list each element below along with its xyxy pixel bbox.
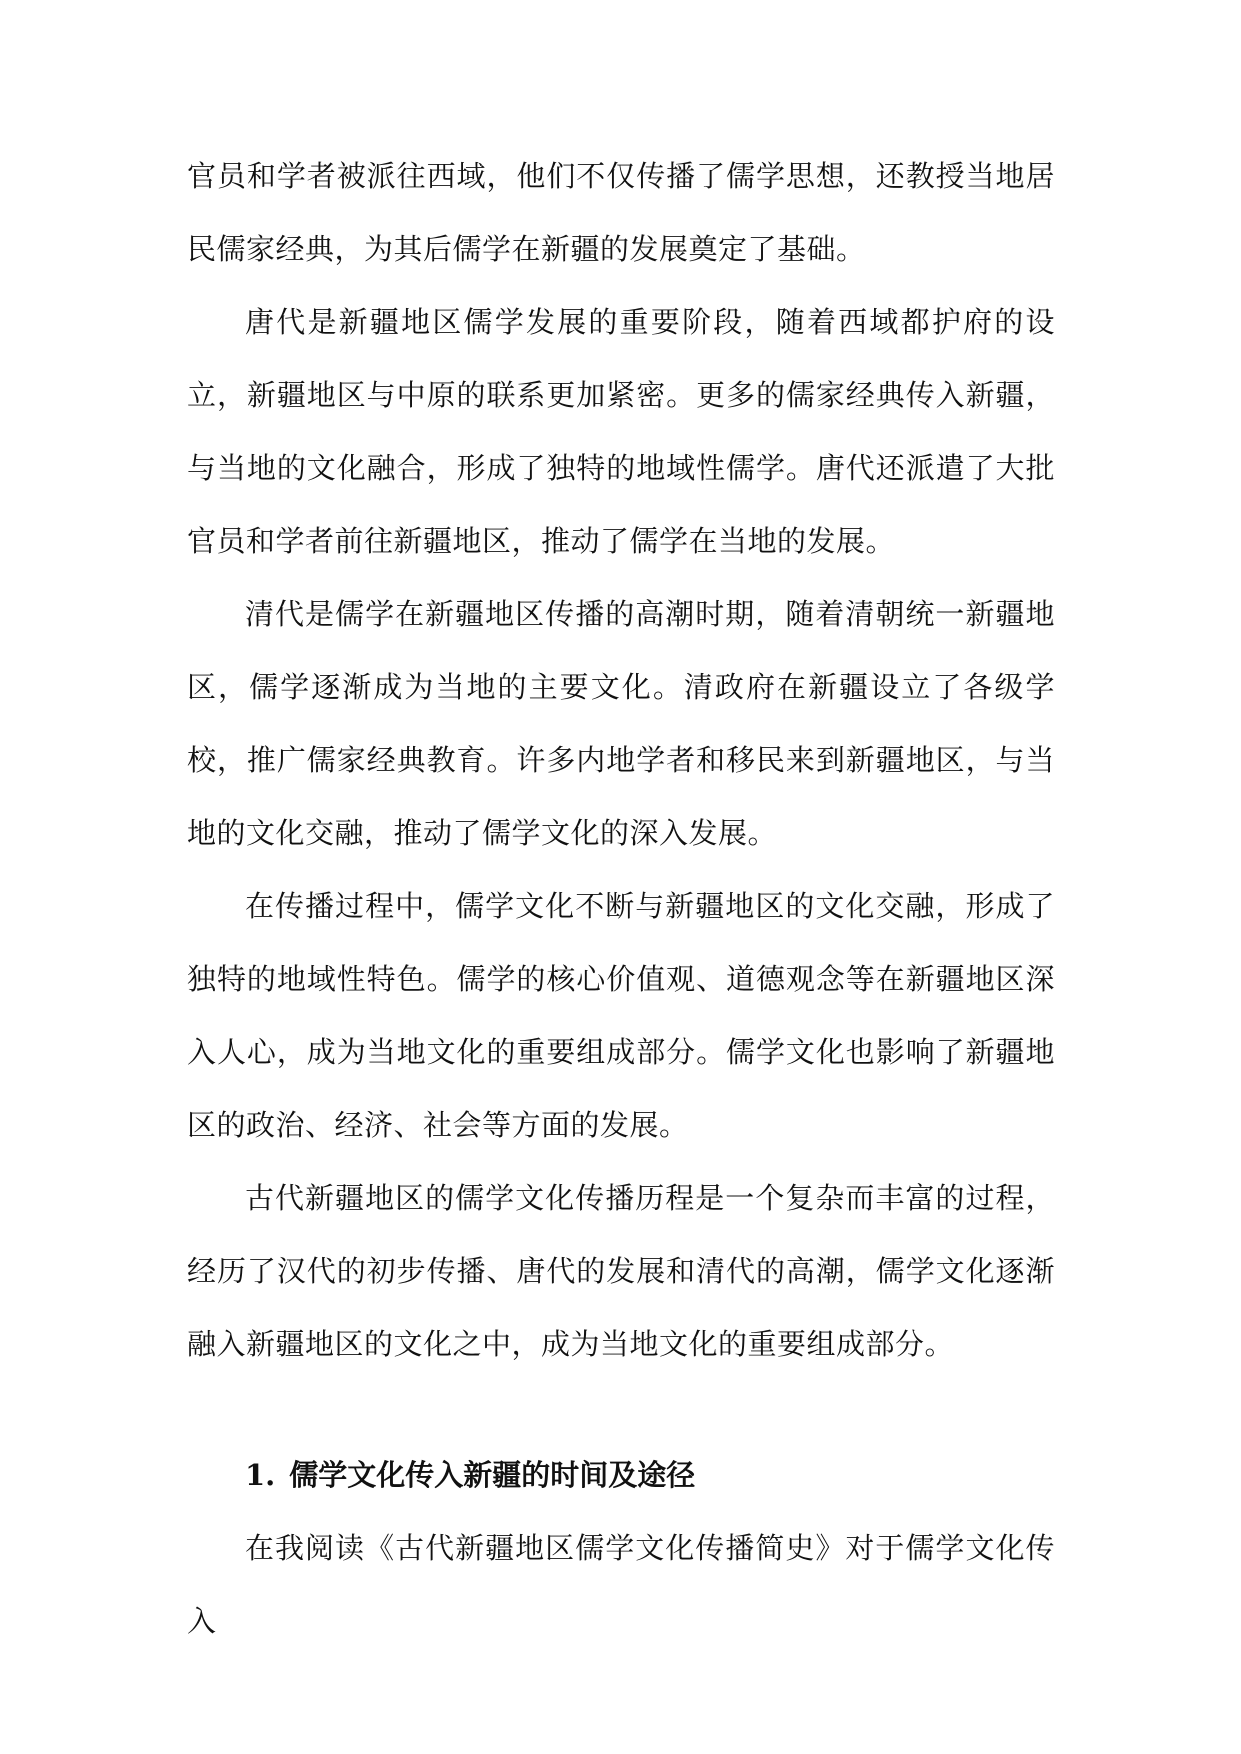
paragraph-continued: 官员和学者被派往西域，他们不仅传播了儒学思想，还教授当地居民儒家经典，为其后儒学在新疆的发展奠定了基础。 [187,159,1055,266]
paragraph-qing-dynasty: 清代是儒学在新疆地区传播的高潮时期，随着清朝统一新疆地区，儒学逐渐成为当地的主要文化。清政府在新疆设立了各级学校，推广儒家经典教育。许多内地学者和移民来到新疆地区，与当地的文化交融，推动了儒学文化的深入发展。 [187,597,1055,850]
paragraph-reading-intro: 在我阅读《古代新疆地区儒学文化传播简史》对于儒学文化传入 [187,1531,1055,1638]
section-heading [187,1439,1055,1512]
paragraph-tang-dynasty: 唐代是新疆地区儒学发展的重要阶段，随着西域都护府的设立，新疆地区与中原的联系更加紧密。更多的儒家经典传入新疆，与当地的文化融合，形成了独特的地域性儒学。唐代还派遣了大批官员和学者前往新疆地区，推动了儒学在当地的发展。 [187,305,1055,558]
paragraph-cultural-fusion: 在传播过程中，儒学文化不断与新疆地区的文化交融，形成了独特的地域性特色。儒学的核心价值观、道德观念等在新疆地区深入人心，成为当地文化的重要组成部分。儒学文化也影响了新疆地区的政治、经济、社会等方面的发展。 [187,889,1055,1142]
paragraph-summary: 古代新疆地区的儒学文化传播历程是一个复杂而丰富的过程，经历了汉代的初步传播、唐代的发展和清代的高潮，儒学文化逐渐融入新疆地区的文化之中，成为当地文化的重要组成部分。 [187,1181,1055,1361]
section-title: 儒学文化传入新疆的时间及途径 [289,1458,696,1492]
document-page [187,140,1055,1658]
section-number: 1. [245,1458,276,1492]
